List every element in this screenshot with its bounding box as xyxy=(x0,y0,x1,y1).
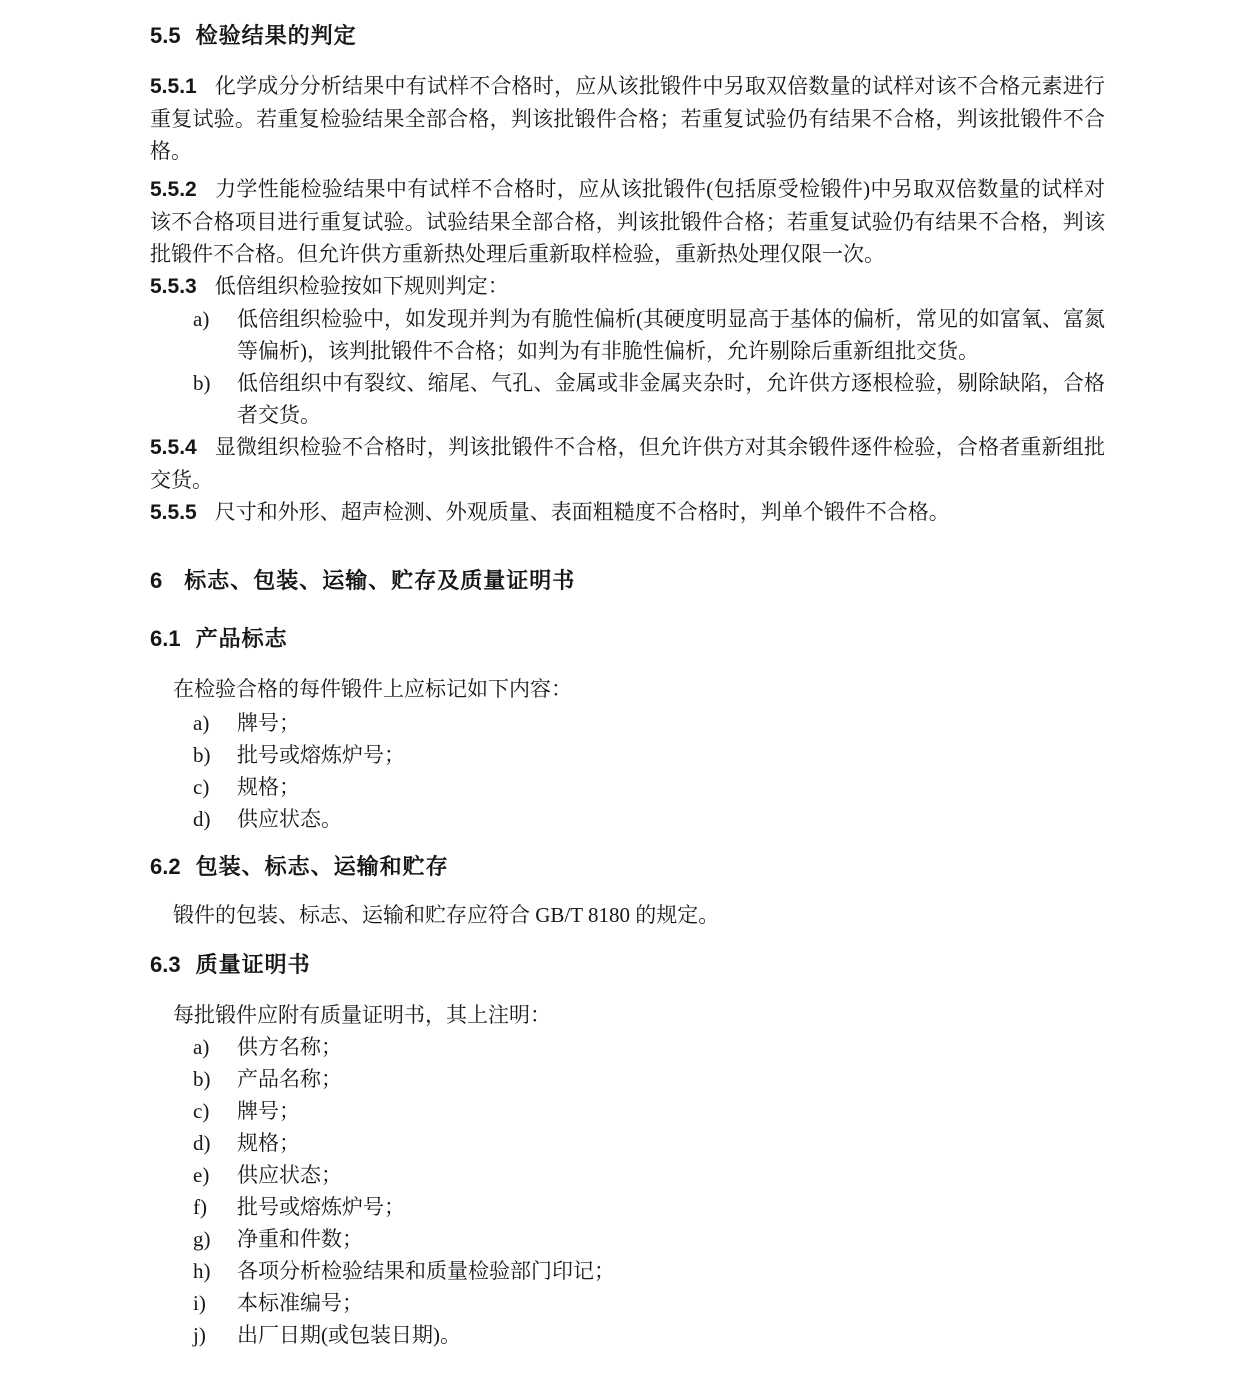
section-title: 检验结果的判定 xyxy=(195,23,357,48)
clause-number: 5.5.4 xyxy=(150,436,197,459)
section-number: 6.1 xyxy=(150,626,181,651)
list-item-label: a) xyxy=(193,1035,210,1059)
list-item xyxy=(150,1095,1105,1127)
section-title: 包装、标志、运输和贮存 xyxy=(195,854,449,879)
list-item-label: a) xyxy=(193,307,210,331)
list-item-text: 产品名称； xyxy=(237,1067,342,1091)
page-content xyxy=(150,20,1105,1351)
section-number: 6 xyxy=(150,568,163,593)
list-item-text: 供应状态。 xyxy=(237,807,342,831)
list-item-label: g) xyxy=(193,1227,211,1251)
list-item-text: 出厂日期(或包装日期)。 xyxy=(237,1323,461,1347)
list-item-text: 本标准编号； xyxy=(237,1291,363,1315)
list-item xyxy=(150,1159,1105,1191)
list-item xyxy=(150,1127,1105,1159)
list-item-label: h) xyxy=(193,1259,211,1283)
list-item-text: 低倍组织中有裂纹、缩尾、气孔、金属或非金属夹杂时，允许供方逐根检验，剔除缺陷，合格者交货。 xyxy=(237,371,1105,427)
paragraph-6-1-intro: 在检验合格的每件锻件上应标记如下内容： xyxy=(173,677,572,701)
list-item-text: 规格； xyxy=(237,775,300,799)
list-item-text: 规格； xyxy=(237,1131,300,1155)
paragraph-6-2: 锻件的包装、标志、运输和贮存应符合 GB/T 8180 的规定。 xyxy=(173,903,720,927)
list-item-label: a) xyxy=(193,711,210,735)
list-item-label: i) xyxy=(193,1291,206,1315)
list-item-label: d) xyxy=(193,807,211,831)
list-item xyxy=(150,771,1105,803)
list-item-text: 净重和件数； xyxy=(237,1227,363,1251)
list-item xyxy=(150,1223,1105,1255)
list-item-label: b) xyxy=(193,743,211,767)
list-item xyxy=(150,1063,1105,1095)
section-heading-5-5 xyxy=(150,20,1105,52)
list-item xyxy=(150,303,1105,367)
list-item xyxy=(150,803,1105,835)
clause-number: 5.5.1 xyxy=(150,75,197,98)
clause-number: 5.5.5 xyxy=(150,501,197,524)
section-title: 产品标志 xyxy=(195,626,288,651)
list-item xyxy=(150,1255,1105,1287)
section-heading-6-2 xyxy=(150,851,1105,883)
section-heading-6 xyxy=(150,565,1105,597)
list-item-text: 供应状态； xyxy=(237,1163,342,1187)
list-item-label: c) xyxy=(193,775,210,799)
clause-5-5-3 xyxy=(150,270,1105,303)
section-number: 5.5 xyxy=(150,23,181,48)
list-item-label: f) xyxy=(193,1195,207,1219)
paragraph-6-3-intro: 每批锻件应附有质量证明书，其上注明： xyxy=(173,1003,551,1027)
section-heading-6-1 xyxy=(150,623,1105,655)
section-heading-6-3 xyxy=(150,949,1105,981)
list-item-label: d) xyxy=(193,1131,211,1155)
clause-number: 5.5.3 xyxy=(150,275,197,298)
list-item xyxy=(150,739,1105,771)
clause-text: 低倍组织检验按如下规则判定： xyxy=(214,274,509,298)
list-item-text: 低倍组织检验中，如发现并判为有脆性偏析(其硬度明显高于基体的偏析，常见的如富氧、富氮等偏析)，该判批锻件不合格；如判为有非脆性偏析，允许剔除后重新组批交货。 xyxy=(237,307,1105,363)
list-6-3 xyxy=(150,1031,1105,1351)
list-item-label: e) xyxy=(193,1163,210,1187)
clause-text: 力学性能检验结果中有试样不合格时，应从该批锻件(包括原受检锻件)中另取双倍数量的试样对该不合格项目进行重复试验。试验结果全部合格，判该批锻件合格；若重复试验仍有结果不合格，判该批锻件不合格。但允许供方重新热处理后重新取样检验，重新热处理仅限一次。 xyxy=(150,177,1105,266)
list-item-text: 各项分析检验结果和质量检验部门印记； xyxy=(237,1259,615,1283)
list-item-text: 牌号； xyxy=(237,1099,300,1123)
list-6-1 xyxy=(150,707,1105,835)
list-item-text: 牌号； xyxy=(237,711,300,735)
clause-5-5-5 xyxy=(150,496,1105,529)
list-item-text: 批号或熔炼炉号； xyxy=(237,1195,405,1219)
clause-text: 尺寸和外形、超声检测、外观质量、表面粗糙度不合格时，判单个锻件不合格。 xyxy=(214,500,950,524)
list-item-label: b) xyxy=(193,371,211,395)
list-item xyxy=(150,1191,1105,1223)
section-title: 标志、包装、运输、贮存及质量证明书 xyxy=(184,568,576,593)
list-item-text: 批号或熔炼炉号； xyxy=(237,743,405,767)
section-number: 6.3 xyxy=(150,952,181,977)
list-item-label: c) xyxy=(193,1099,210,1123)
clause-5-5-2 xyxy=(150,173,1105,270)
clause-number: 5.5.2 xyxy=(150,178,197,201)
section-title: 质量证明书 xyxy=(195,952,311,977)
list-item-label: b) xyxy=(193,1067,211,1091)
list-item xyxy=(150,707,1105,739)
clause-text: 显微组织检验不合格时，判该批锻件不合格，但允许供方对其余锻件逐件检验，合格者重新组批交货。 xyxy=(150,435,1105,492)
list-item xyxy=(150,1031,1105,1063)
list-item xyxy=(150,1287,1105,1319)
clause-5-5-1 xyxy=(150,70,1105,167)
clause-text: 化学成分分析结果中有试样不合格时，应从该批锻件中另取双倍数量的试样对该不合格元素进行重复试验。若重复检验结果全部合格，判该批锻件合格；若重复试验仍有结果不合格，判该批锻件不合格。 xyxy=(150,74,1105,163)
list-item-text: 供方名称； xyxy=(237,1035,342,1059)
section-number: 6.2 xyxy=(150,854,181,879)
clause-5-5-4 xyxy=(150,431,1105,496)
list-item xyxy=(150,1319,1105,1351)
list-item-label: j) xyxy=(193,1323,206,1347)
list-item xyxy=(150,367,1105,431)
